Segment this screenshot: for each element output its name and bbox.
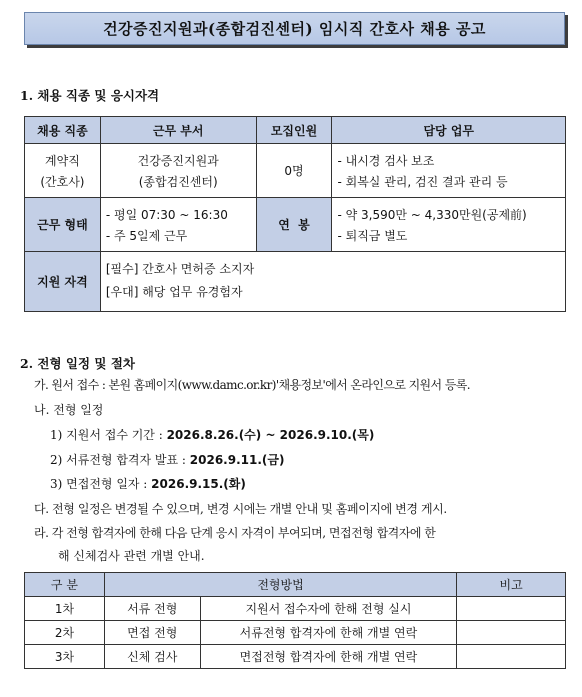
process-table xyxy=(24,572,566,669)
header-department: 근무 부서 xyxy=(100,117,256,144)
section2-heading: 2. 전형 일정 및 절차 xyxy=(20,356,135,371)
work-type-label: 근무 형태 xyxy=(25,198,101,252)
duty-item: - 회복실 관리, 검진 결과 관리 등 xyxy=(337,174,508,189)
salary-cell xyxy=(332,198,566,252)
salary-label: 연 봉 xyxy=(256,198,332,252)
schedule-item xyxy=(50,426,374,443)
note-cell xyxy=(457,645,566,669)
schedule-label: 1) 지원서 접수 기간 : xyxy=(50,428,167,442)
schedule-value: 2026.9.15.(화) xyxy=(151,477,246,491)
desc-cell: 지원서 접수자에 한해 전형 실시 xyxy=(200,597,457,621)
item-a: 가. 원서 접수 : 본원 홈페이지(www.damc.or.kr)'채용정보'에서 온라인으로 지원서 등록. xyxy=(34,378,470,392)
stage-cell: 2차 xyxy=(25,621,105,645)
work-type-item: - 평일 07:30 ~ 16:30 xyxy=(105,207,228,222)
type-cell: 신체 검사 xyxy=(104,645,200,669)
department-cell xyxy=(100,144,256,198)
job-type-line2: (간호사) xyxy=(40,174,85,189)
schedule-label: 2) 서류전형 합격자 발표 : xyxy=(50,453,190,467)
table-row xyxy=(25,621,566,645)
qualification-label: 지원 자격 xyxy=(25,252,101,312)
header-openings: 모집인원 xyxy=(256,117,332,144)
item-b: 나. 전형 일정 xyxy=(34,403,104,417)
header-method: 전형방법 xyxy=(104,573,456,597)
page-title: 건강증진지원과(종합검진센터) 임시직 간호사 채용 공고 xyxy=(24,12,565,45)
job-type-cell xyxy=(25,144,101,198)
department-line2: (종합검진센터) xyxy=(138,174,218,189)
work-type-cell xyxy=(100,198,256,252)
note-cell xyxy=(457,621,566,645)
duties-cell xyxy=(332,144,566,198)
item-d-line2: 해 신체검사 관련 개별 안내. xyxy=(58,549,205,563)
qualification-item: [우대] 해당 업무 유경험자 xyxy=(105,285,243,299)
item-c: 다. 전형 일정은 변경될 수 있으며, 변경 시에는 개별 안내 및 홈페이지에 변경 게시. xyxy=(34,502,447,516)
department-line1: 건강증진지원과 xyxy=(137,153,219,168)
qualification-item: [필수] 간호사 면허증 소지자 xyxy=(105,262,255,276)
salary-item: - 퇴직금 별도 xyxy=(337,228,408,243)
recruitment-table xyxy=(24,116,566,312)
header-duties: 담당 업무 xyxy=(332,117,566,144)
schedule-value: 2026.9.11.(금) xyxy=(189,453,285,467)
salary-item: - 약 3,590만 ~ 4,330만원(공제前) xyxy=(337,207,527,222)
desc-cell: 서류전형 합격자에 한해 개별 연락 xyxy=(200,621,457,645)
table-row xyxy=(25,597,566,621)
schedule-label: 3) 면접전형 일자 : xyxy=(50,477,152,491)
schedule-value: 2026.8.26.(수) ~ 2026.9.10.(목) xyxy=(166,428,375,442)
note-cell xyxy=(457,597,566,621)
stage-cell: 1차 xyxy=(25,597,105,621)
work-type-item: - 주 5일제 근무 xyxy=(105,228,188,243)
item-d-line1: 라. 각 전형 합격자에 한해 다음 단계 응시 자격이 부여되며, 면접전형 합격자에 한 xyxy=(34,526,436,540)
qualification-cell xyxy=(100,252,565,312)
desc-cell: 면접전형 합격자에 한해 개별 연락 xyxy=(200,645,457,669)
duty-item: - 내시경 검사 보조 xyxy=(337,153,435,168)
header-stage: 구 분 xyxy=(25,573,105,597)
header-job-type: 채용 직종 xyxy=(25,117,101,144)
section1-heading: 1. 채용 직종 및 응시자격 xyxy=(20,88,160,103)
openings-cell: 0명 xyxy=(256,144,332,198)
schedule-item xyxy=(50,475,246,492)
type-cell: 서류 전형 xyxy=(104,597,200,621)
header-note: 비고 xyxy=(457,573,566,597)
stage-cell: 3차 xyxy=(25,645,105,669)
table-row xyxy=(25,645,566,669)
type-cell: 면접 전형 xyxy=(104,621,200,645)
job-type-line1: 계약직 xyxy=(45,153,80,168)
schedule-item xyxy=(50,451,284,468)
